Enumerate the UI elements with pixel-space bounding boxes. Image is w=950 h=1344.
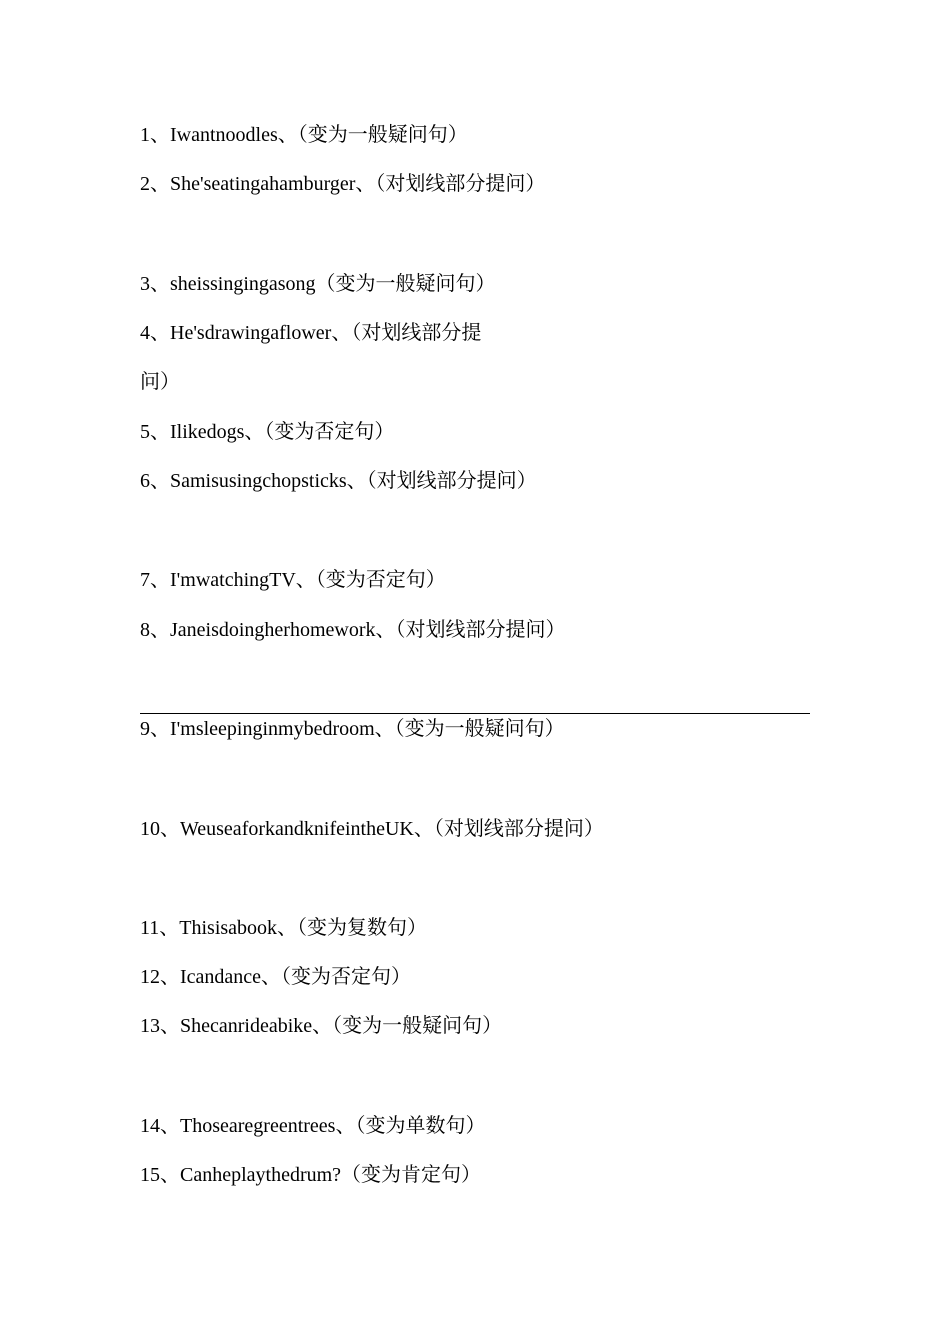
exercise-14: 14、Thosearegreentrees、（变为单数句） (140, 1115, 486, 1137)
exercise-5: 5、Ilikedogs、（变为否定句） (140, 421, 395, 443)
exercise-6: 6、Samisusingchopsticks、（对划线部分提问） (140, 470, 537, 492)
exercise-7: 7、I'mwatchingTV、（变为否定句） (140, 569, 446, 591)
exercise-10: 10、WeuseaforkandknifeintheUK、（对划线部分提问） (140, 818, 604, 840)
exercise-1: 1、Iwantnoodles、（变为一般疑问句） (140, 124, 468, 146)
exercise-12: 12、Icandance、（变为否定句） (140, 966, 412, 988)
exercise-9: 9、I'msleepinginmybedroom、（变为一般疑问句） (140, 718, 565, 740)
exercise-13: 13、Shecanrideabike、（变为一般疑问句） (140, 1015, 503, 1037)
exercise-3: 3、sheissingingasong（变为一般疑问句） (140, 273, 496, 295)
exercise-15: 15、Canheplaythedrum?（变为肯定句） (140, 1164, 482, 1186)
exercise-11: 11、Thisisabook、（变为复数句） (140, 917, 428, 939)
exercise-4-continued: 问） (140, 371, 180, 393)
exercise-2: 2、She'seatingahamburger、（对划线部分提问） (140, 173, 546, 195)
exercise-4: 4、He'sdrawingaflower、（对划线部分提 (140, 322, 482, 344)
exercise-8: 8、Janeisdoingherhomework、（对划线部分提问） (140, 619, 566, 641)
answer-underline (140, 713, 810, 714)
